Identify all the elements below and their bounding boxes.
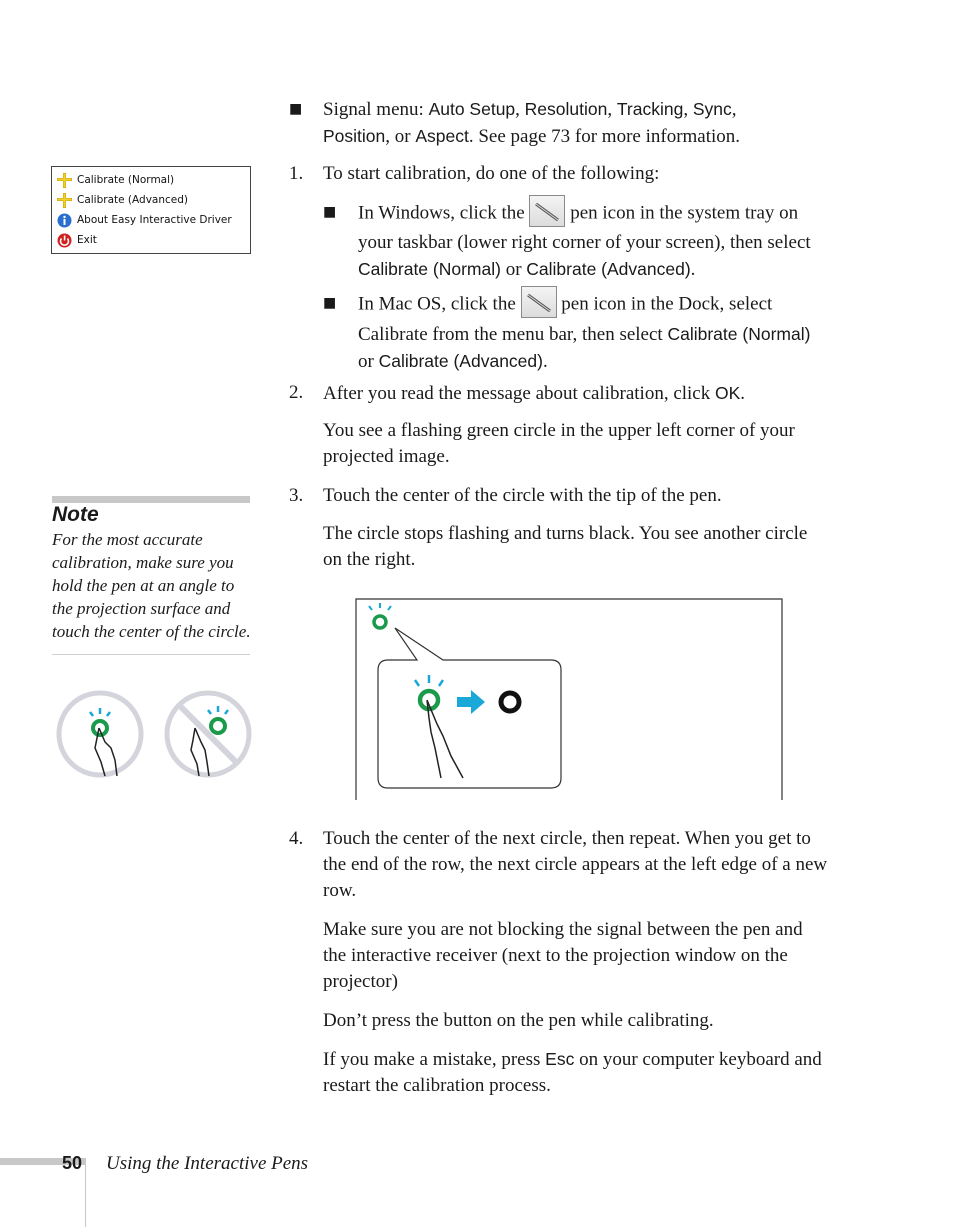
pen-dock-icon <box>521 286 557 318</box>
pen-tray-icon <box>529 195 565 227</box>
note-title: Note <box>52 503 99 526</box>
note-body: For the most accurate calibration, make sure you hold the pen at an angle to the projection surface and touch the center of the circle. <box>52 530 251 641</box>
step-4-paragraph-mistake: If you make a mistake, press Esc on your computer keyboard and restart the calibration process. <box>323 1049 822 1096</box>
menu-item-calibrate-normal[interactable]: Calibrate (Normal) <box>52 170 250 190</box>
footer-chapter-title: Using the Interactive Pens <box>106 1153 309 1174</box>
tray-context-menu <box>51 166 251 254</box>
callout-bubble <box>378 628 561 788</box>
step-number: 2. <box>289 382 304 403</box>
step-4-paragraph-button: Don’t press the button on the pen while calibrating. <box>323 1010 714 1031</box>
step-4-text: Touch the center of the next circle, then repeat. When you get to the end of the row, the next circle appears at the left edge of a new row. <box>323 828 828 901</box>
calibrate-icon <box>57 193 72 208</box>
footer-divider <box>85 1158 86 1227</box>
bullet-marker: ■ <box>289 101 303 117</box>
step-number: 4. <box>289 828 304 849</box>
step-2-paragraph: You see a flashing green circle in the upper left corner of your projected image. <box>323 420 795 467</box>
correct-angle-figure <box>59 693 141 776</box>
step-number: 1. <box>289 163 304 184</box>
signal-menu-bullet: Signal menu: Auto Setup, Resolution, Tracking, Sync, Position, or Aspect. See page 73 for more information. <box>323 99 741 147</box>
note-divider <box>52 654 250 655</box>
step-number: 3. <box>289 485 304 506</box>
incorrect-angle-figure <box>167 693 249 776</box>
menu-item-exit[interactable]: Exit <box>52 230 250 250</box>
menu-item-calibrate-advanced[interactable]: Calibrate (Advanced) <box>52 190 250 210</box>
pen-angle-illustration <box>55 688 255 780</box>
note-bar <box>52 496 250 503</box>
flashing-target-small <box>369 603 391 628</box>
windows-instruction: In Windows, click the pen icon in the system tray on your taskbar (lower right corner of your screen), then select Calibrate (Normal) or Calibrate (Advanced). <box>358 198 878 283</box>
mac-instruction: In Mac OS, click the pen icon in the Dock, select Calibrate from the menu bar, then select Calibrate (Normal) or Calibrate (Advanced). <box>358 289 878 375</box>
step-3-text: Touch the center of the circle with the tip of the pen. <box>323 485 722 506</box>
exit-icon <box>57 233 72 248</box>
info-icon <box>57 213 72 228</box>
step-2-text: After you read the message about calibration, click OK. <box>323 383 746 404</box>
step-3-paragraph: The circle stops flashing and turns black. You see another circle on the right. <box>323 523 808 570</box>
menu-item-about[interactable]: About Easy Interactive Driver <box>52 210 250 230</box>
calibration-figure <box>355 598 785 800</box>
step-4-paragraph-signal: Make sure you are not blocking the signal between the pen and the interactive receiver (next to the projection window on the projector) <box>323 919 803 992</box>
page-number: 50 <box>62 1153 83 1173</box>
calibrate-icon <box>57 173 72 188</box>
bullet-marker: ■ <box>323 295 337 311</box>
bullet-marker: ■ <box>323 204 337 220</box>
step-1-text: To start calibration, do one of the following: <box>323 163 660 184</box>
